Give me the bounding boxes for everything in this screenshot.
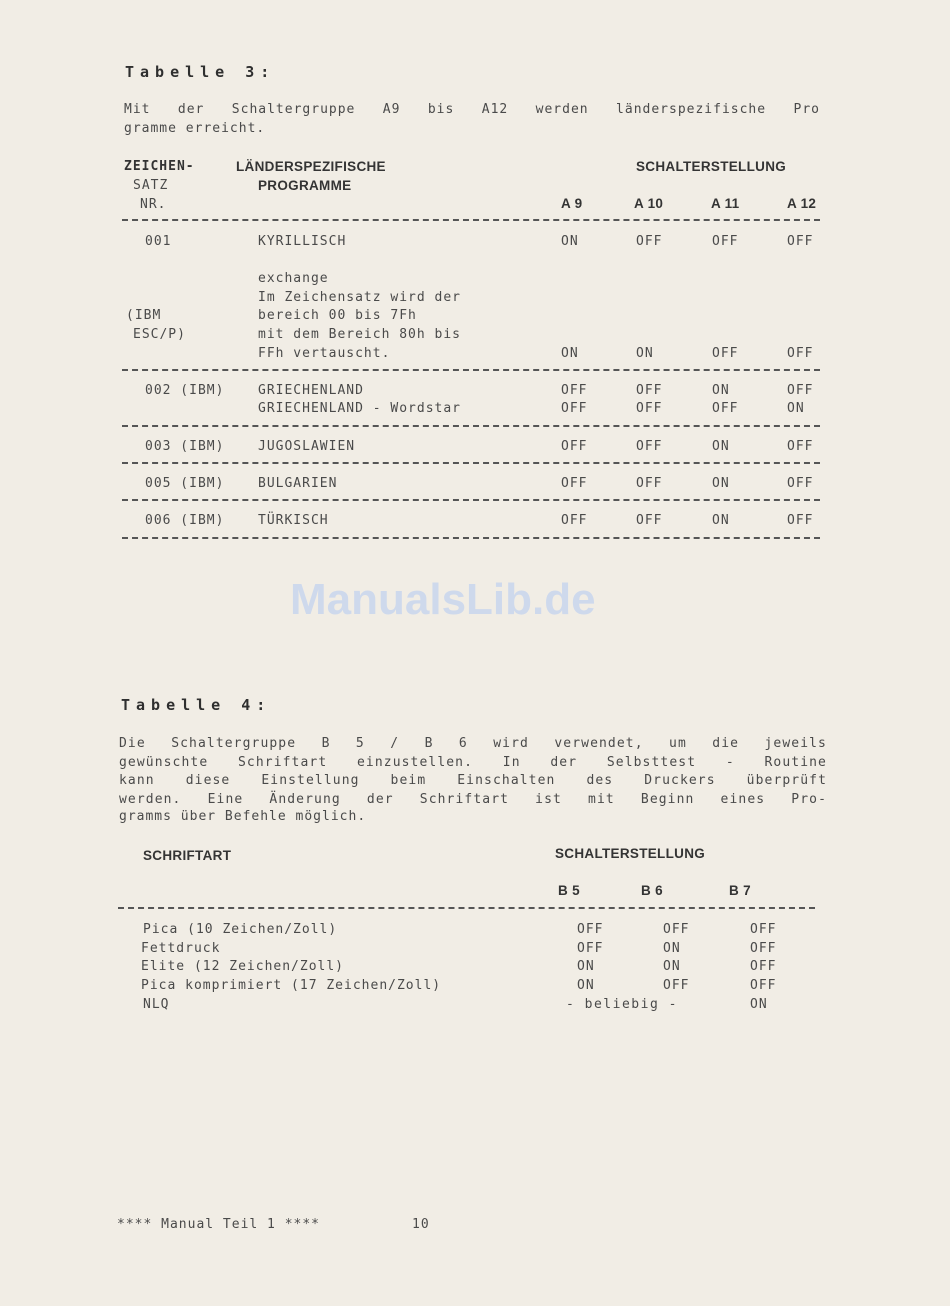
ibm-program-line5: FFh vertauscht. [258, 346, 391, 361]
header-b7: B 7 [729, 883, 751, 898]
header-programme: PROGRAMME [258, 178, 352, 193]
row002b-a12: ON [787, 401, 805, 416]
fettdruck-b6: ON [663, 941, 681, 956]
table3-intro-line1: Mit der Schaltergruppe A9 bis A12 werden länderspezifische Pro [124, 102, 820, 117]
font-row-elite: Elite (12 Zeichen/Zoll) [141, 959, 345, 974]
row002-program1: GRIECHENLAND [258, 383, 364, 398]
row006-nr: 006 (IBM) [145, 513, 225, 528]
row005-program: BULGARIEN [258, 476, 338, 491]
row003-a9: OFF [561, 439, 588, 454]
row001-a10: OFF [636, 234, 663, 249]
row005-nr: 005 (IBM) [145, 476, 225, 491]
divider [122, 537, 820, 539]
ibm-a11: OFF [712, 346, 739, 361]
row005-a10: OFF [636, 476, 663, 491]
ibm-program-line2: Im Zeichensatz wird der [258, 290, 462, 305]
ibm-nr-line2: ESC/P) [133, 327, 186, 342]
divider [118, 907, 815, 909]
divider [122, 369, 820, 371]
table4-intro-line5: gramms über Befehle möglich. [119, 809, 367, 824]
row002b-a11: OFF [712, 401, 739, 416]
elite-b6: ON [663, 959, 681, 974]
table4-intro-line1: Die Schaltergruppe B 5 / B 6 wird verwendet, um die jeweils [119, 736, 827, 751]
header-a11: A 11 [711, 196, 740, 211]
header-b5: B 5 [558, 883, 580, 898]
row003-a10: OFF [636, 439, 663, 454]
row002a-a11: ON [712, 383, 730, 398]
row006-a9: OFF [561, 513, 588, 528]
header-nr: NR. [140, 197, 167, 212]
watermark: ManualsLib.de [290, 575, 596, 624]
font-row-pica-komprimiert: Pica komprimiert (17 Zeichen/Zoll) [141, 978, 442, 993]
row005-a9: OFF [561, 476, 588, 491]
footer-text: **** Manual Teil 1 **** [117, 1217, 321, 1232]
row001-a12: OFF [787, 234, 814, 249]
row002b-a10: OFF [636, 401, 663, 416]
font-row-nlq: NLQ [143, 997, 170, 1012]
divider [122, 462, 820, 464]
page-number: 10 [412, 1217, 430, 1232]
row005-a12: OFF [787, 476, 814, 491]
font-row-pica: Pica (10 Zeichen/Zoll) [143, 922, 338, 937]
pica-komprimiert-b6: OFF [663, 978, 690, 993]
row002a-a12: OFF [787, 383, 814, 398]
font-row-fettdruck: Fettdruck [141, 941, 221, 956]
row006-a10: OFF [636, 513, 663, 528]
row002a-a9: OFF [561, 383, 588, 398]
nlq-b5-b6: - beliebig - [566, 997, 678, 1012]
table4-intro-line2: gewünschte Schriftart einzustellen. In der Selbsttest - Routine [119, 755, 827, 770]
ibm-nr-line1: (IBM [126, 308, 162, 323]
elite-b7: OFF [750, 959, 777, 974]
row003-nr: 003 (IBM) [145, 439, 225, 454]
row003-a12: OFF [787, 439, 814, 454]
header-schriftart: SCHRIFTART [143, 848, 232, 863]
row006-a12: OFF [787, 513, 814, 528]
table4-intro-line3: kann diese Einstellung beim Einschalten des Druckers überprüft [119, 773, 827, 788]
header-b6: B 6 [641, 883, 663, 898]
nlq-b7: ON [750, 997, 768, 1012]
table3-intro-line2: gramme erreicht. [124, 121, 266, 136]
pica-b5: OFF [577, 922, 604, 937]
pica-b7: OFF [750, 922, 777, 937]
pica-komprimiert-b7: OFF [750, 978, 777, 993]
divider [122, 499, 820, 501]
row003-program: JUGOSLAWIEN [258, 439, 356, 454]
ibm-program-line3: bereich 00 bis 7Fh [258, 308, 417, 323]
header-a12: A 12 [787, 196, 817, 211]
row002-nr: 002 (IBM) [145, 383, 225, 398]
divider [122, 219, 820, 221]
header-schalterstellung: SCHALTERSTELLUNG [636, 159, 787, 174]
row001-a9: ON [561, 234, 579, 249]
header-satz: SATZ [133, 178, 169, 193]
header-a9: A 9 [561, 196, 583, 211]
ibm-a9: ON [561, 346, 579, 361]
row001-nr: 001 [145, 234, 172, 249]
header-laenderspezifische: LÄNDERSPEZIFISCHE [236, 159, 386, 174]
row001-program: KYRILLISCH [258, 234, 347, 249]
header-schalterstellung-2: SCHALTERSTELLUNG [555, 846, 706, 861]
pica-komprimiert-b5: ON [577, 978, 595, 993]
fettdruck-b7: OFF [750, 941, 777, 956]
ibm-a12: OFF [787, 346, 814, 361]
elite-b5: ON [577, 959, 595, 974]
ibm-a10: ON [636, 346, 654, 361]
row006-program: TÜRKISCH [258, 513, 329, 528]
header-zeichen: ZEICHEN- [124, 159, 195, 174]
row001-a11: OFF [712, 234, 739, 249]
fettdruck-b5: OFF [577, 941, 604, 956]
ibm-program-line1: exchange [258, 271, 329, 286]
table4-intro-line4: werden. Eine Änderung der Schriftart ist mit Beginn eines Pro- [119, 792, 827, 807]
row005-a11: ON [712, 476, 730, 491]
row003-a11: ON [712, 439, 730, 454]
pica-b6: OFF [663, 922, 690, 937]
table3-title: Tabelle 3: [125, 63, 276, 81]
row002b-a9: OFF [561, 401, 588, 416]
header-a10: A 10 [634, 196, 664, 211]
row002a-a10: OFF [636, 383, 663, 398]
row006-a11: ON [712, 513, 730, 528]
row002-program2: GRIECHENLAND - Wordstar [258, 401, 462, 416]
divider [122, 425, 820, 427]
table4-title: Tabelle 4: [121, 696, 272, 714]
ibm-program-line4: mit dem Bereich 80h bis [258, 327, 462, 342]
